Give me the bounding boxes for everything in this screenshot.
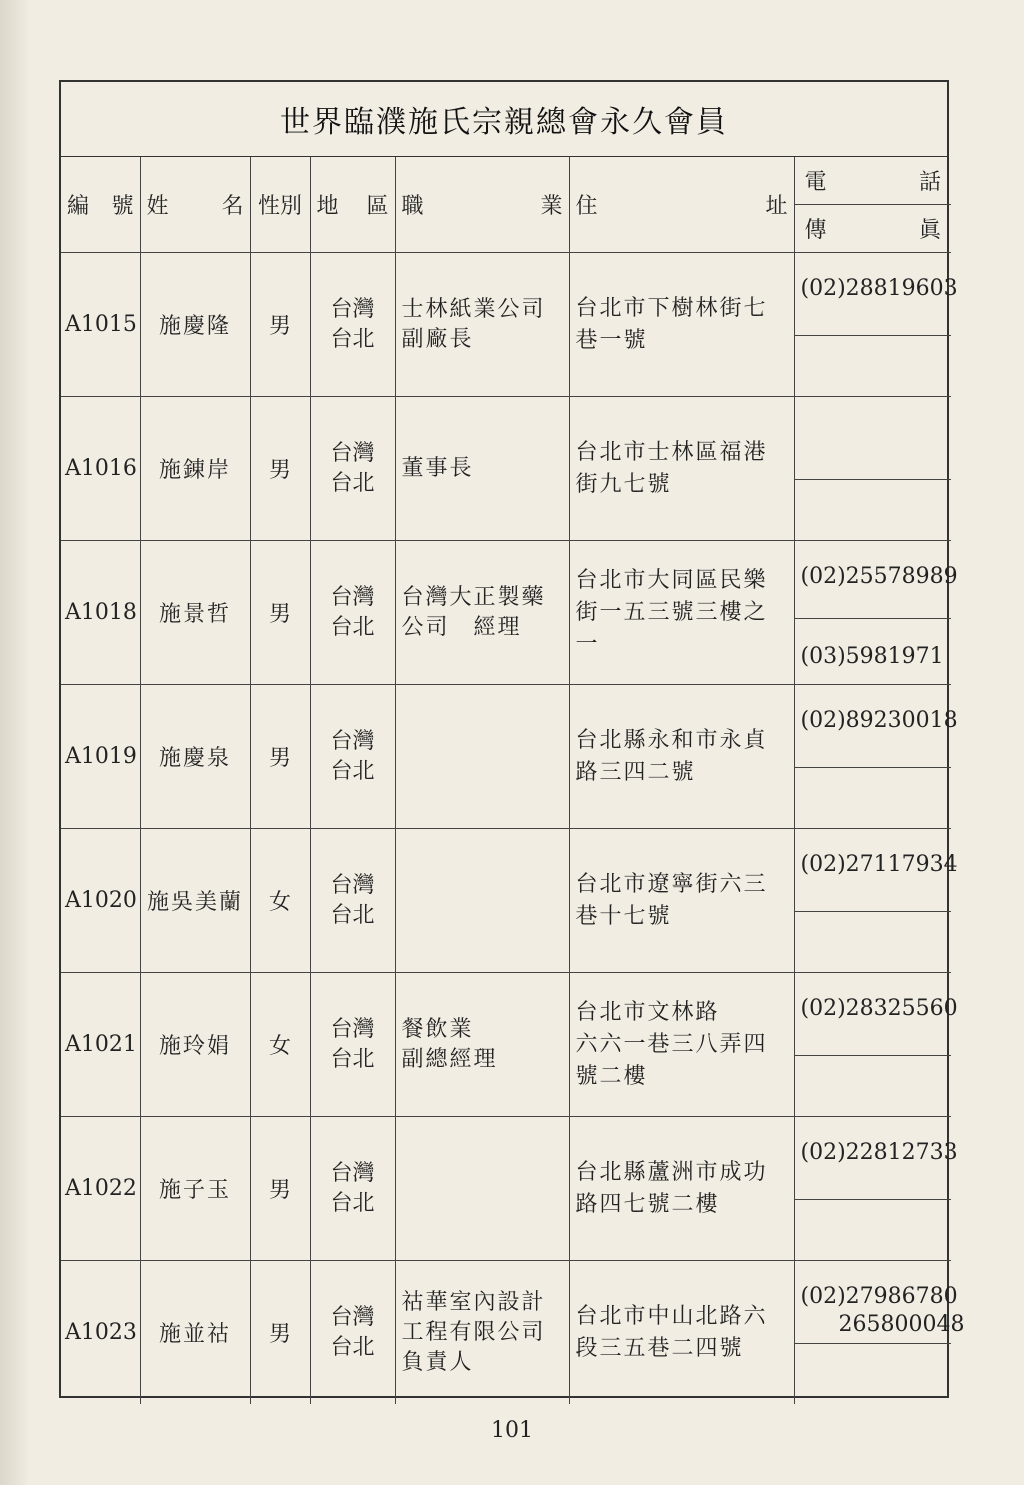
region-line: 台灣 — [330, 872, 375, 898]
member-phone-fax — [794, 1261, 965, 1405]
region-line: 台北 — [330, 1334, 375, 1360]
member-region — [310, 829, 395, 973]
member-gender: 女 — [250, 829, 310, 973]
address-line: 號二樓 — [575, 1063, 648, 1089]
address-line: 一 — [575, 631, 600, 657]
region-line: 台灣 — [330, 728, 375, 754]
member-gender: 男 — [250, 1261, 310, 1405]
job-line: 台灣大正製藥 — [401, 584, 546, 610]
address-line: 台北市士林區福港 — [575, 439, 768, 465]
member-gender: 女 — [250, 973, 310, 1117]
region-line: 台北 — [330, 1190, 375, 1216]
member-name: 施玲娟 — [140, 973, 250, 1117]
fax-cell — [795, 336, 952, 396]
phone-cell — [795, 253, 958, 336]
member-name: 施並祜 — [140, 1261, 250, 1405]
address-line: 街九七號 — [575, 471, 672, 497]
region-line: 台北 — [330, 1046, 375, 1072]
page-title: 世界臨濮施氏宗親總會永久會員 — [61, 82, 947, 157]
job-line: 副總經理 — [401, 1046, 498, 1072]
member-job — [395, 685, 569, 829]
header-job: 職 業 — [395, 157, 569, 253]
member-table — [61, 157, 965, 1404]
member-name: 施吳美蘭 — [140, 829, 250, 973]
member-gender: 男 — [250, 1117, 310, 1261]
phone-number: (02)27117934 — [800, 852, 958, 877]
member-code: A1019 — [61, 685, 140, 829]
member-phone-fax — [794, 829, 958, 973]
fax-cell: (03)5981971 — [800, 643, 944, 669]
table-header-row — [61, 157, 951, 253]
member-job — [395, 541, 569, 685]
job-line: 董事長 — [401, 455, 474, 481]
member-code: A1023 — [61, 1261, 140, 1405]
table-row — [61, 253, 951, 397]
fax-cell — [795, 480, 952, 540]
address-line: 巷一號 — [575, 327, 648, 353]
job-line: 工程有限公司 — [401, 1319, 546, 1345]
member-address — [569, 973, 794, 1117]
member-region — [310, 1117, 395, 1261]
address-line: 台北市遼寧街六三 — [575, 871, 768, 897]
address-line: 台北市下樹林街七 — [575, 295, 768, 321]
table-row — [61, 1117, 951, 1261]
address-line: 台北市中山北路六 — [575, 1303, 768, 1329]
address-line: 台北縣永和市永貞 — [575, 727, 768, 753]
header-phone-fax — [794, 157, 951, 253]
member-phone-fax — [794, 1117, 958, 1261]
member-gender: 男 — [250, 541, 310, 685]
table-row — [61, 973, 951, 1117]
member-code: A1018 — [61, 541, 140, 685]
fax-cell — [795, 768, 952, 828]
member-region — [310, 541, 395, 685]
member-phone-fax — [794, 541, 958, 685]
job-line: 副廠長 — [401, 326, 474, 352]
address-line: 台北市大同區民樂 — [575, 567, 768, 593]
member-job — [395, 1117, 569, 1261]
address-line: 台北縣蘆洲市成功 — [575, 1159, 768, 1185]
member-code: A1021 — [61, 973, 140, 1117]
member-address — [569, 685, 794, 829]
table-row — [61, 1261, 951, 1405]
address-line: 路四七號二樓 — [575, 1191, 720, 1217]
phone-cell — [795, 1117, 958, 1200]
fax-cell — [795, 1344, 952, 1404]
member-job — [395, 973, 569, 1117]
phone-cell — [795, 973, 958, 1056]
phone-cell — [795, 829, 958, 912]
member-phone-fax — [794, 973, 958, 1117]
member-address — [569, 829, 794, 973]
member-gender: 男 — [250, 253, 310, 397]
job-line: 祜華室內設計 — [401, 1289, 546, 1315]
address-line: 段三五巷二四號 — [575, 1335, 744, 1361]
member-code: A1016 — [61, 397, 140, 541]
member-address — [569, 397, 794, 541]
header-fax: 傳 眞 — [804, 218, 941, 243]
address-line: 路三四二號 — [575, 759, 696, 785]
member-code: A1020 — [61, 829, 140, 973]
header-address: 住 址 — [569, 157, 794, 253]
member-region — [310, 397, 395, 541]
page-number: 101 — [491, 1418, 533, 1443]
region-line: 台北 — [330, 614, 375, 640]
member-code: A1022 — [61, 1117, 140, 1261]
phone-cell — [795, 541, 958, 619]
phone-cell — [795, 1261, 965, 1344]
table-row — [61, 829, 951, 973]
region-line: 台灣 — [330, 1160, 375, 1186]
member-job — [395, 397, 569, 541]
member-gender: 男 — [250, 397, 310, 541]
header-region: 地 區 — [310, 157, 395, 253]
fax-cell — [795, 1056, 952, 1116]
member-code: A1015 — [61, 253, 140, 397]
region-line: 台北 — [330, 470, 375, 496]
page-binding-edge — [0, 0, 28, 1485]
header-gender: 性別 — [250, 157, 310, 253]
header-code: 編 號 — [61, 157, 140, 253]
member-name: 施錬岸 — [140, 397, 250, 541]
member-address — [569, 541, 794, 685]
address-line: 台北市文林路 — [575, 999, 720, 1025]
table-row — [61, 541, 951, 685]
region-line: 台灣 — [330, 1016, 375, 1042]
member-name: 施慶泉 — [140, 685, 250, 829]
member-address — [569, 253, 794, 397]
phone-number: (02)22812733 — [800, 1140, 958, 1165]
region-line: 台北 — [330, 902, 375, 928]
region-line: 台灣 — [330, 440, 375, 466]
member-address — [569, 1261, 794, 1405]
member-name: 施子玉 — [140, 1117, 250, 1261]
address-line: 巷十七號 — [575, 903, 672, 929]
table-row — [61, 397, 951, 541]
fax-cell — [795, 1200, 952, 1260]
member-job — [395, 829, 569, 973]
member-phone-fax — [794, 397, 951, 541]
region-line: 台北 — [330, 758, 375, 784]
member-region — [310, 1261, 395, 1405]
phone-number: (02)25578989 — [800, 564, 958, 589]
region-line: 台北 — [330, 326, 375, 352]
table-row — [61, 685, 951, 829]
member-job — [395, 1261, 569, 1405]
member-table-frame — [59, 80, 965, 1398]
region-line: 台灣 — [330, 296, 375, 322]
member-address — [569, 1117, 794, 1261]
job-line: 負責人 — [401, 1349, 474, 1375]
header-phone: 電 話 — [795, 157, 952, 205]
member-phone-fax — [794, 685, 958, 829]
phone-cell — [795, 685, 958, 768]
job-line: 士林紙業公司 — [401, 296, 546, 322]
member-region — [310, 973, 395, 1117]
address-line: 街一五三號三樓之 — [575, 599, 768, 625]
header-name: 姓 名 — [140, 157, 250, 253]
job-line: 餐飲業 — [401, 1016, 474, 1042]
phone-number: (02)28325560 — [800, 996, 958, 1021]
fax-cell — [795, 912, 952, 972]
member-region — [310, 253, 395, 397]
phone-number: (02)28819603 — [800, 276, 958, 301]
region-line: 台灣 — [330, 584, 375, 610]
member-name: 施慶隆 — [140, 253, 250, 397]
member-gender: 男 — [250, 685, 310, 829]
member-job — [395, 253, 569, 397]
job-line: 公司 經理 — [401, 614, 522, 640]
phone-cell — [795, 397, 952, 480]
phone-number: 265800048 — [838, 1312, 965, 1337]
phone-number: (02)27986780 — [800, 1284, 958, 1309]
member-phone-fax — [794, 253, 958, 397]
address-line: 六六一巷三八弄四 — [575, 1031, 768, 1057]
member-name: 施景哲 — [140, 541, 250, 685]
member-region — [310, 685, 395, 829]
phone-number: (02)89230018 — [800, 708, 958, 733]
region-line: 台灣 — [330, 1304, 375, 1330]
